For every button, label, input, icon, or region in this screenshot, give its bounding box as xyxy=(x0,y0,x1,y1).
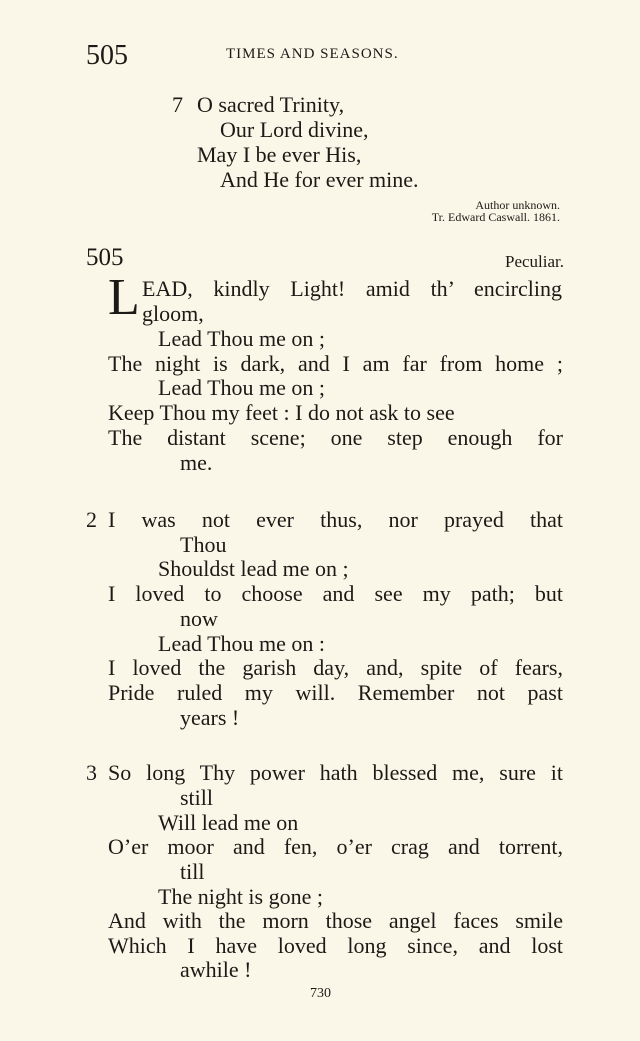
verse-line: May I be ever His, xyxy=(197,142,362,167)
running-title: TIMES AND SEASONS. xyxy=(226,46,399,62)
verse-line: I was not ever thus, nor prayed that xyxy=(108,507,563,532)
verse-line: And with the morn those angel faces smile xyxy=(108,908,563,933)
verse-line: Pride ruled my will. Remember not past xyxy=(108,680,563,705)
drop-cap: L xyxy=(108,269,140,326)
verse-line: Shouldst lead me on ; xyxy=(158,556,349,581)
verse-line: Which I have loved long since, and lost xyxy=(108,933,563,958)
verse-line: Thou xyxy=(180,532,227,557)
verse-line: Lead Thou me on ; xyxy=(158,375,325,400)
verse-line: O sacred Trinity, xyxy=(197,92,345,117)
header-hymn-number: 505 xyxy=(86,40,128,71)
verse-line: The night is dark, and I am far from home ; xyxy=(108,351,563,376)
verse-line: Will lead me on xyxy=(158,810,299,835)
attribution-translator: Tr. Edward Caswall. 1861. xyxy=(431,210,560,224)
verse-line: till xyxy=(180,859,205,884)
hymn-number: 505 xyxy=(86,244,124,271)
verse-line: I loved to choose and see my path; but xyxy=(108,581,563,606)
verse-line: Our Lord divine, xyxy=(220,117,369,142)
verse-line: Lead Thou me on ; xyxy=(158,326,325,351)
verse-line: still xyxy=(180,785,214,810)
attribution-author: Author unknown. xyxy=(475,198,560,212)
verse-line: So long Thy power hath blessed me, sure it xyxy=(108,760,563,785)
verse-line: me. xyxy=(180,450,213,475)
verse-line: awhile ! xyxy=(180,957,252,982)
verse-number: 3 xyxy=(86,760,97,785)
verse-line: Keep Thou my feet : I do not ask to see xyxy=(108,400,455,425)
verse-line: I loved the garish day, and, spite of fears, xyxy=(108,655,563,680)
verse-line: The distant scene; one step enough for xyxy=(108,425,563,450)
verse-number: 2 xyxy=(86,507,97,532)
verse-line: now xyxy=(180,606,218,631)
hymn-meter: Peculiar. xyxy=(504,252,564,271)
verse-number: 7 xyxy=(172,92,183,117)
verse-line: The night is gone ; xyxy=(158,884,323,909)
verse-line: gloom, xyxy=(142,301,204,326)
verse-line: EAD, kindly Light! amid th’ encircling xyxy=(142,276,562,301)
verse-line: And He for ever mine. xyxy=(220,167,419,192)
page-number: 730 xyxy=(310,986,331,1001)
verse-line: Lead Thou me on : xyxy=(158,631,325,656)
verse-line: O’er moor and fen, o’er crag and torrent, xyxy=(108,834,563,859)
verse-line: years ! xyxy=(180,705,240,730)
